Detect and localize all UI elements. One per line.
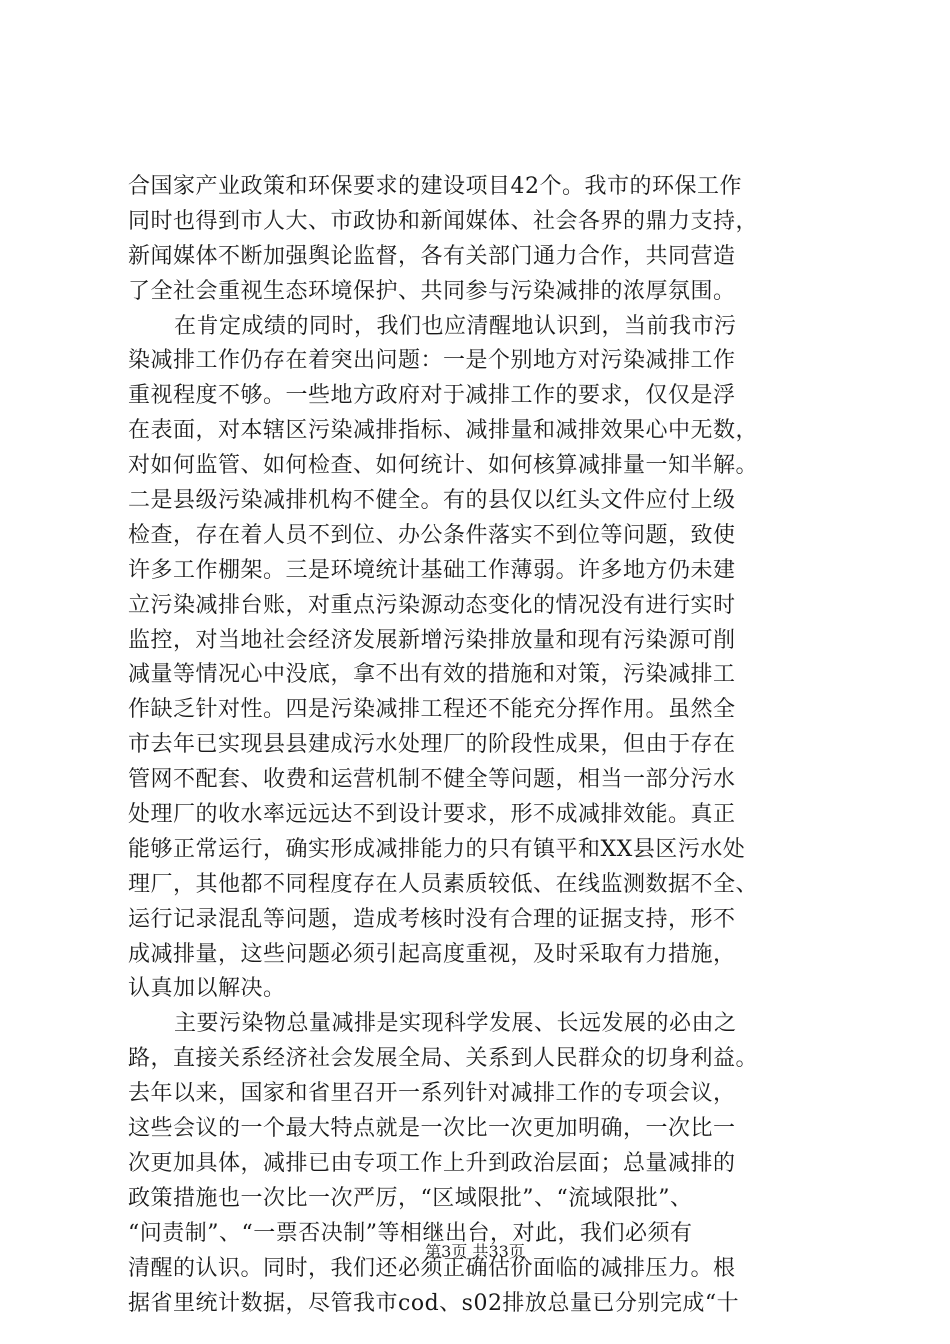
text-line: 政策措施也一次比一次严厉，“区域限批”、“流域限批”、 bbox=[128, 1185, 693, 1211]
paragraph-start-line: 主要污染物总量减排是实现科学发展、长远发展的必由之 bbox=[174, 1011, 737, 1037]
text-line: 检查，存在着人员不到位、办公条件落实不到位等问题，致使 bbox=[128, 522, 736, 548]
text-line: 次更加具体，减排已由专项工作上升到政治层面；总量减排的 bbox=[128, 1150, 736, 1176]
text-line: 对如何监管、如何检查、如何统计、如何核算减排量一知半解。 bbox=[128, 453, 759, 479]
text-line: 管网不配套、收费和运营机制不健全等问题，相当一部分污水 bbox=[128, 767, 736, 793]
text-line: 据省里统计数据，尽管我市cod、s02排放总量已分别完成“十 bbox=[128, 1290, 740, 1316]
paragraph-start-line: 在肯定成绩的同时，我们也应清醒地认识到，当前我市污 bbox=[174, 313, 737, 339]
text-line: 监控，对当地社会经济发展新增污染排放量和现有污染源可削 bbox=[128, 627, 736, 653]
text-line: 染减排工作仍存在着突出问题：一是个别地方对污染减排工作 bbox=[128, 348, 736, 374]
text-line: 在表面，对本辖区污染减排指标、减排量和减排效果心中无数， bbox=[128, 418, 759, 444]
page-number-footer: 第3页 共33页 bbox=[425, 1242, 525, 1261]
text-line: 路，直接关系经济社会发展全局、关系到人民群众的切身利益。 bbox=[128, 1046, 759, 1072]
text-line: 立污染减排台账，对重点污染源动态变化的情况没有进行实时 bbox=[128, 592, 736, 618]
text-line: 市去年已实现县县建成污水处理厂的阶段性成果，但由于存在 bbox=[128, 732, 736, 758]
text-line: 认真加以解决。 bbox=[128, 976, 286, 1002]
text-line: 同时也得到市人大、市政协和新闻媒体、社会各界的鼎力支持， bbox=[128, 208, 759, 234]
text-line: 处理厂的收水率远远达不到设计要求，形不成减排效能。真正 bbox=[128, 802, 736, 828]
text-line: “问责制”、“一票否决制”等相继出台，对此，我们必须有 bbox=[128, 1220, 693, 1246]
text-line: 理厂，其他都不同程度存在人员素质较低、在线监测数据不全、 bbox=[128, 871, 759, 897]
text-line: 新闻媒体不断加强舆论监督，各有关部门通力合作，共同营造 bbox=[128, 243, 736, 269]
text-line: 减量等情况心中没底，拿不出有效的措施和对策，污染减排工 bbox=[128, 662, 736, 688]
text-line: 许多工作棚架。三是环境统计基础工作薄弱。许多地方仍未建 bbox=[128, 557, 736, 583]
text-line: 运行记录混乱等问题，造成考核时没有合理的证据支持，形不 bbox=[128, 906, 736, 932]
text-line: 成减排量，这些问题必须引起高度重视，及时采取有力措施， bbox=[128, 941, 736, 967]
text-line: 去年以来，国家和省里召开一系列针对减排工作的专项会议， bbox=[128, 1081, 736, 1107]
document-body bbox=[128, 170, 832, 1321]
text-line: 重视程度不够。一些地方政府对于减排工作的要求，仅仅是浮 bbox=[128, 383, 736, 409]
text-line: 合国家产业政策和环保要求的建设项目42个。我市的环保工作 bbox=[128, 174, 742, 199]
text-line: 这些会议的一个最大特点就是一次比一次更加明确，一次比一 bbox=[128, 1116, 736, 1142]
text-line: 作缺乏针对性。四是污染减排工程还不能充分挥作用。虽然全 bbox=[128, 697, 736, 723]
text-line: 了全社会重视生态环境保护、共同参与污染减排的浓厚氛围。 bbox=[128, 278, 736, 304]
text-line: 能够正常运行，确实形成减排能力的只有镇平和XX县区污水处 bbox=[128, 836, 746, 862]
text-line: 二是县级污染减排机构不健全。有的县仅以红头文件应付上级 bbox=[128, 488, 736, 514]
text-line: 清醒的认识。同时，我们还必须正确估价面临的减排压力。根 bbox=[128, 1255, 736, 1281]
